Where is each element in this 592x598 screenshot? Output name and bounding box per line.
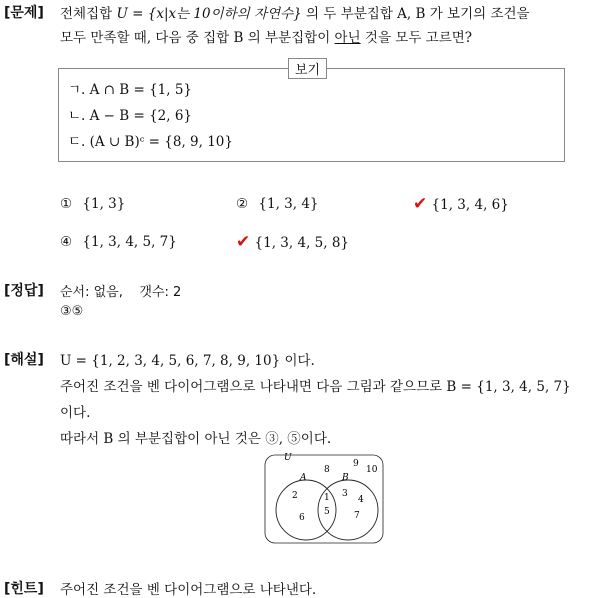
choice-4-text: {1, 3, 4, 5, 7} — [82, 234, 177, 250]
venn-element: 8 — [324, 465, 330, 475]
venn-diagram — [262, 452, 386, 546]
solution-line-4: 따라서 B 의 부분집합이 아닌 것은 ③, ⑤이다. — [60, 431, 332, 447]
choice-4[interactable] — [60, 234, 177, 250]
choice-2-text: {1, 3, 4} — [258, 196, 319, 212]
choice-4-number: ④ — [60, 234, 73, 250]
problem-line-1 — [60, 2, 530, 22]
problem-tag: [문제] — [4, 5, 44, 21]
venn-element: 1 — [324, 493, 330, 503]
venn-element: 5 — [324, 507, 330, 517]
condition-box-title: 보기 — [288, 58, 327, 79]
choice-2[interactable] — [236, 196, 319, 212]
condition-item-1: ㄱ. A ∩ B = {1, 5} — [68, 82, 193, 98]
solution-line-1: U = {1, 2, 3, 4, 5, 6, 7, 8, 9, 10} 이다. — [60, 353, 315, 369]
set-a-label: A — [300, 473, 307, 483]
venn-element: 7 — [354, 511, 360, 521]
venn-element: 3 — [342, 489, 348, 499]
solution-line-2: 주어진 조건을 벤 다이어그램으로 나타내면 다음 그림과 같으므로 B = {1, 3, 4, 5, 7} — [60, 379, 571, 395]
venn-element: 10 — [366, 465, 378, 475]
choice-1[interactable] — [60, 196, 125, 212]
problem-line2-suffix: 것을 모두 고르면? — [360, 30, 473, 46]
answer-meta: 순서: 없음, 갯수: 2 — [60, 285, 182, 300]
answer-tag: [정답] — [4, 283, 44, 299]
venn-element: 4 — [358, 495, 364, 505]
set-b-label: B — [342, 473, 349, 483]
problem-universe-def: U = {x|x는 10이하의 자연수} — [116, 6, 302, 22]
choice-2-number: ② — [236, 196, 249, 212]
venn-element: 2 — [292, 491, 298, 501]
choice-5[interactable] — [236, 232, 349, 252]
problem-emphasis: 아닌 — [334, 30, 361, 46]
universe-label: U — [284, 453, 292, 463]
condition-item-3: ㄷ. (A ∪ B)ᶜ = {8, 9, 10} — [68, 134, 233, 150]
hint-tag: [힌트] — [4, 581, 44, 597]
hint-text: 주어진 조건을 벤 다이어그램으로 나타낸다. — [60, 582, 317, 598]
venn-element: 9 — [353, 459, 359, 469]
choice-1-number: ① — [60, 196, 73, 212]
choice-3-text: {1, 3, 4, 6} — [431, 197, 509, 213]
problem-line1-suffix: 의 두 부분집합 A, B 가 보기의 조건을 — [301, 6, 530, 22]
check-mark-icon: ✔ — [236, 232, 251, 252]
choice-1-text: {1, 3} — [82, 196, 126, 212]
problem-line-2 — [60, 26, 472, 46]
problem-line2-prefix: 모두 만족할 때, 다음 중 집합 B 의 부분집합이 — [60, 30, 335, 46]
answer-value: ③⑤ — [60, 304, 84, 319]
choice-3[interactable] — [413, 194, 509, 214]
condition-item-2: ㄴ. A − B = {2, 6} — [68, 108, 193, 124]
venn-element: 6 — [299, 513, 305, 523]
solution-tag: [해설] — [4, 352, 44, 368]
problem-line1-prefix: 전체집합 — [60, 6, 117, 22]
choice-5-text: {1, 3, 4, 5, 8} — [254, 235, 350, 251]
solution-line-3: 이다. — [60, 405, 91, 421]
check-mark-icon: ✔ — [413, 194, 428, 214]
